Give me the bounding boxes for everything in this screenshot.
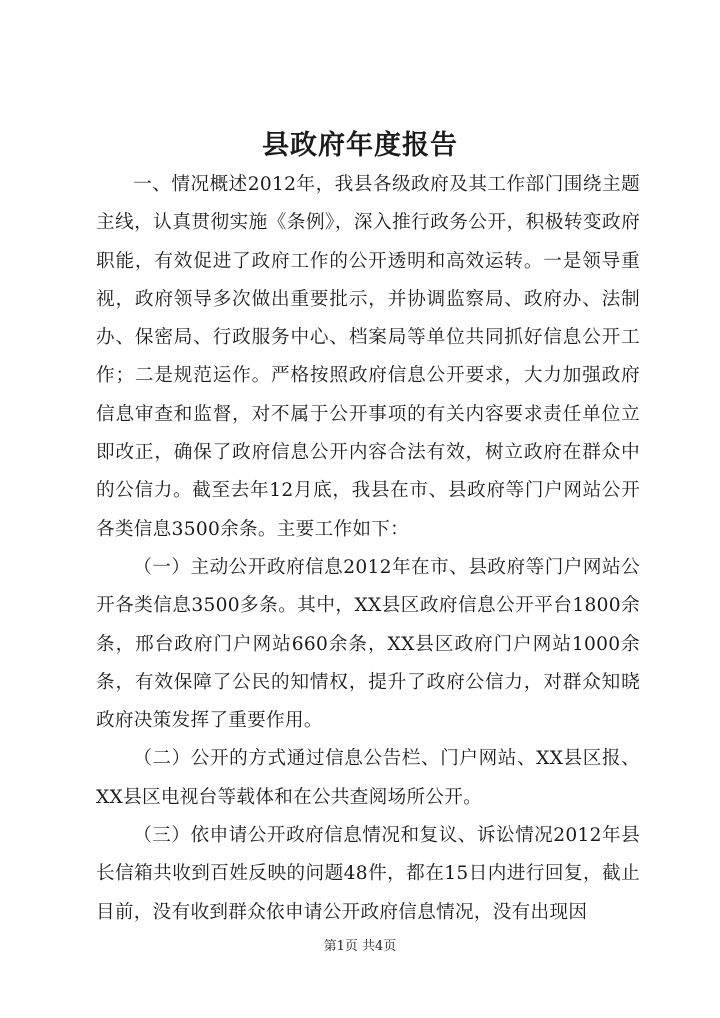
paragraph-overview: 一、情况概述2012年，我县各级政府及其工作部门围绕主题主线，认真贯彻实施《条例》，深入推行政务公开，积极转变政府职能，有效促进了政府工作的公开透明和高效运转。一是领导重视，政府领导多次做出重要批示，并协调监察局、政府办、法制办、保密局、行政服务中心、档案局等单位共同抓好信息公开工作；二是规范运作。严格按照政府信息公开要求，大力加强政府信息审查和监督，对不属于公开事项的有关内容要求责任单位立即改正，确保了政府信息公开内容合法有效，树立政府在群众中的公信力。截至去年12月底，我县在市、县政府等门户网站公开各类信息3500余条。主要工作如下： [96,174,640,540]
paragraph-application-disclosure: （三）依申请公开政府信息情况和复议、诉讼情况2012年县长信箱共收到百姓反映的问题48件，都在15日内进行回复，截止目前，没有收到群众依申请公开政府信息情况，没有出现因 [96,825,640,923]
paragraph-active-disclosure: （一）主动公开政府信息2012年在市、县政府等门户网站公开各类信息3500多条。其中，XX县区政府信息公开平台1800余条，邢台政府门户网站660余条，XX县区政府门户网站1000余条，有效保障了公民的知情权，提升了政府公信力，对群众知晓政府决策发挥了重要作用。 [96,556,640,732]
page-number-footer: 第1页 共4页 [323,939,397,954]
document-title: 县政府年度报告 [262,130,458,161]
paragraph-disclosure-methods: （二）公开的方式通过信息公告栏、门户网站、XX县区报、XX县区电视台等载体和在公共查阅场所公开。 [96,748,640,808]
document-body [96,166,640,932]
